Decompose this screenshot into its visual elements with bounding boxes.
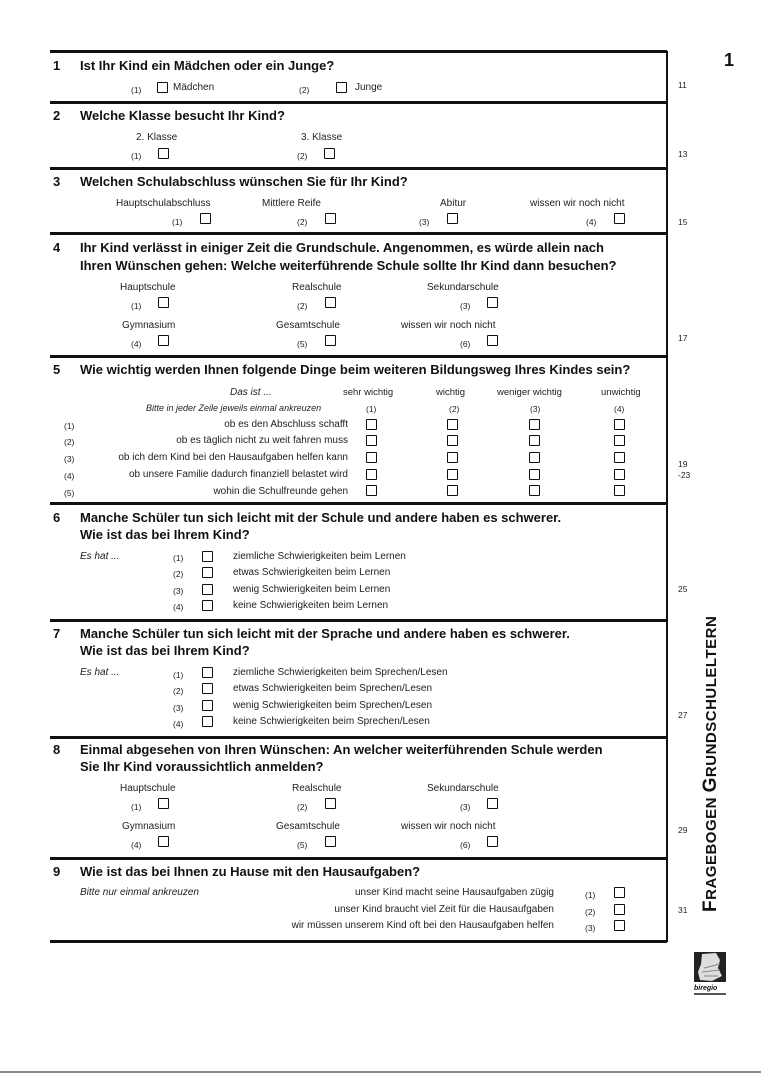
question-text: Wie wichtig werden Ihnen folgende Dinge beim weiteren Bildungsweg Ihres Kindes sein? [80,362,631,377]
question-text-line1: Manche Schüler tun sich leicht mit der Schule und andere haben es schwerer. [80,510,562,525]
option-code: (4) [586,217,597,227]
intro-text: Es hat ... [80,667,120,678]
intro-text: Es hat ... [80,551,120,562]
question-text-line1: Ihr Kind verlässt in einiger Zeit die Grundschule. Angenommen, es würde allein nach [80,240,604,255]
checkbox-unwichtig[interactable] [614,435,625,446]
divider [50,619,667,622]
option-label: Gesamtschule [276,320,340,331]
option-label: 3. Klasse [301,132,343,143]
option-code: (2) [297,301,308,311]
column-header: unwichtig [601,387,641,398]
option-label: wenig Schwierigkeiten beim Lernen [233,584,391,595]
option-label: wissen wir noch nicht [530,198,625,209]
option-code: (2) [297,802,308,812]
option-label: etwas Schwierigkeiten beim Lernen [233,567,391,578]
option-label: wissen wir noch nicht [401,821,496,832]
checkbox-gesamtschule[interactable] [325,335,336,346]
side-title: FRAGEBOGEN GRUNDSCHULELTERN [700,615,721,912]
checkbox-gymnasium[interactable] [158,836,169,847]
option-code: (6) [460,339,471,349]
column-header: wichtig [436,387,466,398]
question-number: 9 [53,864,61,879]
checkbox-sehr-wichtig[interactable] [366,452,377,463]
option-code: (1) [131,802,142,812]
option-code: (2) [173,686,184,696]
option-code: (1) [172,217,183,227]
option-code: (3) [419,217,430,227]
row-code: (4) [64,471,75,481]
option-label: Sekundarschule [427,783,499,794]
option-label: Gesamtschule [276,821,340,832]
checkbox-hauptschule[interactable] [158,297,169,308]
question-text: Welche Klasse besucht Ihr Kind? [80,108,285,123]
checkbox-unwichtig[interactable] [614,469,625,480]
divider [50,736,667,739]
question-number: 7 [53,626,61,641]
checkbox-unwichtig[interactable] [614,485,625,496]
row-code: (1) [64,421,75,431]
column-code: (4) [614,404,625,414]
option-label: Mädchen [173,82,215,93]
column-code: 27 [678,710,688,720]
question-number: 6 [53,510,61,525]
option-code: (4) [173,602,184,612]
checkbox-option-4[interactable] [202,600,213,611]
form-border-right [666,51,668,942]
checkbox-wichtig[interactable] [447,485,458,496]
column-header: sehr wichtig [343,387,394,398]
row-code: (3) [64,454,75,464]
option-label: Sekundarschule [427,282,499,293]
question-text-line1: Einmal abgesehen von Ihren Wünschen: An welcher weiterführenden Schule werden [80,742,603,757]
checkbox-sehr-wichtig[interactable] [366,485,377,496]
checkbox-wichtig[interactable] [447,452,458,463]
option-code: (1) [131,85,142,95]
svg-text:biregio: biregio [694,985,718,992]
option-code: (5) [297,840,308,850]
checkbox-option-3[interactable] [614,920,625,931]
option-label: unser Kind braucht viel Zeit für die Hausaufgaben [334,904,554,915]
question-text-line2: Wie ist das bei Ihrem Kind? [80,643,250,658]
divider [50,502,667,505]
column-code: 19 [678,459,688,469]
option-code: (3) [173,586,184,596]
option-label: unser Kind macht seine Hausaufgaben zügig [354,887,554,898]
question-text: Wie ist das bei Ihnen zu Hause mit den Hausaufgaben? [80,864,421,879]
column-code: 25 [678,584,688,594]
checkbox-wichtig[interactable] [447,469,458,480]
checkbox-option-1[interactable] [614,887,625,898]
question-number: 2 [53,108,61,123]
instruction-text: Bitte nur einmal ankreuzen [80,887,199,898]
checkbox-sehr-wichtig[interactable] [366,435,377,446]
option-code: (4) [173,719,184,729]
checkbox-wissen-nicht[interactable] [614,213,625,224]
checkbox-mittlere-reife[interactable] [325,213,336,224]
checkbox-option-3[interactable] [202,700,213,711]
option-label: Junge [355,82,383,93]
column-code: 15 [678,217,688,227]
row-code: (2) [64,437,75,447]
column-code: 29 [678,825,688,835]
checkbox-wissen-nicht[interactable] [487,335,498,346]
option-label: Mittlere Reife [262,198,321,209]
option-label: Gymnasium [122,320,176,331]
page-number: 1 [724,50,735,70]
checkbox-hauptschule[interactable] [158,798,169,809]
column-code: -23 [678,470,691,480]
question-text-line1: Manche Schüler tun sich leicht mit der Sprache und andere haben es schwerer. [80,626,570,641]
checkbox-hauptschulabschluss[interactable] [200,213,211,224]
checkbox-unwichtig[interactable] [614,419,625,430]
question-text-line2: Wie ist das bei Ihrem Kind? [80,527,250,542]
row-label: wohin die Schulfreunde gehen [213,486,348,497]
checkbox-option-2[interactable] [202,567,213,578]
intro-text: Das ist ... [230,387,272,398]
option-code: (1) [173,553,184,563]
option-label: Realschule [292,783,342,794]
checkbox-klasse-3[interactable] [324,148,335,159]
checkbox-sekundarschule[interactable] [487,297,498,308]
checkbox-realschule[interactable] [325,297,336,308]
question-text: Welchen Schulabschluss wünschen Sie für Ihr Kind? [80,174,408,189]
scan-edge [0,1071,761,1073]
option-label: wissen wir noch nicht [401,320,496,331]
question-number: 8 [53,742,61,757]
row-label: ob unsere Familie dadurch finanziell belastet wird [128,469,348,480]
question-text: Ist Ihr Kind ein Mädchen oder ein Junge? [80,58,335,73]
divider [50,101,667,104]
option-label: Realschule [292,282,342,293]
checkbox-weniger-wichtig[interactable] [529,419,540,430]
biregio-logo [690,950,730,998]
divider [50,167,667,170]
checkbox-klasse-2[interactable] [158,148,169,159]
checkbox-weniger-wichtig[interactable] [529,469,540,480]
option-code: (4) [131,339,142,349]
checkbox-option-2[interactable] [202,683,213,694]
instruction-text: Bitte in jeder Zeile jeweils einmal ankreuzen [146,403,322,413]
option-code: (3) [460,802,471,812]
option-code: (2) [173,569,184,579]
question-text-line2: Ihren Wünschen gehen: Welche weiterführende Schule sollte Ihr Kind dann besuchen? [80,258,617,273]
option-code: (2) [297,217,308,227]
question-number: 5 [53,362,61,377]
checkbox-junge[interactable] [336,82,347,93]
option-code: (1) [585,890,596,900]
checkbox-wissen-nicht[interactable] [487,836,498,847]
checkbox-option-3[interactable] [202,584,213,595]
checkbox-wichtig[interactable] [447,419,458,430]
checkbox-sehr-wichtig[interactable] [366,469,377,480]
checkbox-option-2[interactable] [614,904,625,915]
checkbox-gesamtschule[interactable] [325,836,336,847]
option-code: (2) [297,151,308,161]
column-code: 13 [678,149,688,159]
checkbox-maedchen[interactable] [157,82,168,93]
checkbox-wichtig[interactable] [447,435,458,446]
row-label: ob es täglich nicht zu weit fahren muss [176,435,348,446]
checkbox-gymnasium[interactable] [158,335,169,346]
checkbox-weniger-wichtig[interactable] [529,485,540,496]
column-header: weniger wichtig [497,387,562,398]
option-label: keine Schwierigkeiten beim Sprechen/Lesen [233,716,430,727]
question-number: 3 [53,174,61,189]
option-label: etwas Schwierigkeiten beim Sprechen/Lesen [233,683,432,694]
option-label: 2. Klasse [136,132,178,143]
column-code: 11 [678,80,687,90]
option-code: (1) [131,151,142,161]
checkbox-sehr-wichtig[interactable] [366,419,377,430]
divider [50,857,667,860]
option-code: (6) [460,840,471,850]
checkbox-option-1[interactable] [202,667,213,678]
checkbox-abitur[interactable] [447,213,458,224]
checkbox-realschule[interactable] [325,798,336,809]
row-code: (5) [64,488,75,498]
row-label: ob es den Abschluss schafft [224,419,348,430]
column-code: 31 [678,905,688,915]
column-code: 17 [678,333,688,343]
row-label: ob ich dem Kind bei den Hausaufgaben helfen kann [118,452,348,463]
column-code: (2) [449,404,460,414]
option-code: (3) [460,301,471,311]
checkbox-weniger-wichtig[interactable] [529,435,540,446]
option-label: Hauptschule [120,783,176,794]
checkbox-unwichtig[interactable] [614,452,625,463]
option-code: (1) [131,301,142,311]
checkbox-sekundarschule[interactable] [487,798,498,809]
divider [50,50,667,53]
option-label: keine Schwierigkeiten beim Lernen [233,600,389,611]
option-code: (2) [585,907,596,917]
option-label: wenig Schwierigkeiten beim Sprechen/Lesen [233,700,433,711]
option-label: wir müssen unserem Kind oft bei den Hausaufgaben helfen [291,920,554,931]
option-code: (2) [299,85,310,95]
option-label: ziemliche Schwierigkeiten beim Sprechen/Lesen [233,667,448,678]
option-label: ziemliche Schwierigkeiten beim Lernen [233,551,406,562]
option-code: (3) [173,703,184,713]
checkbox-option-1[interactable] [202,551,213,562]
divider [50,355,667,358]
question-number: 4 [53,240,61,255]
option-code: (4) [131,840,142,850]
option-code: (1) [173,670,184,680]
checkbox-option-4[interactable] [202,716,213,727]
divider [50,232,667,235]
option-label: Hauptschulabschluss [116,198,211,209]
divider [50,940,667,943]
question-number: 1 [53,58,61,73]
question-text-line2: Sie Ihr Kind voraussichtlich anmelden? [80,759,324,774]
checkbox-weniger-wichtig[interactable] [529,452,540,463]
option-code: (3) [585,923,596,933]
option-label: Gymnasium [122,821,176,832]
option-label: Abitur [440,198,467,209]
column-code: (1) [366,404,377,414]
option-code: (5) [297,339,308,349]
column-code: (3) [530,404,541,414]
option-label: Hauptschule [120,282,176,293]
